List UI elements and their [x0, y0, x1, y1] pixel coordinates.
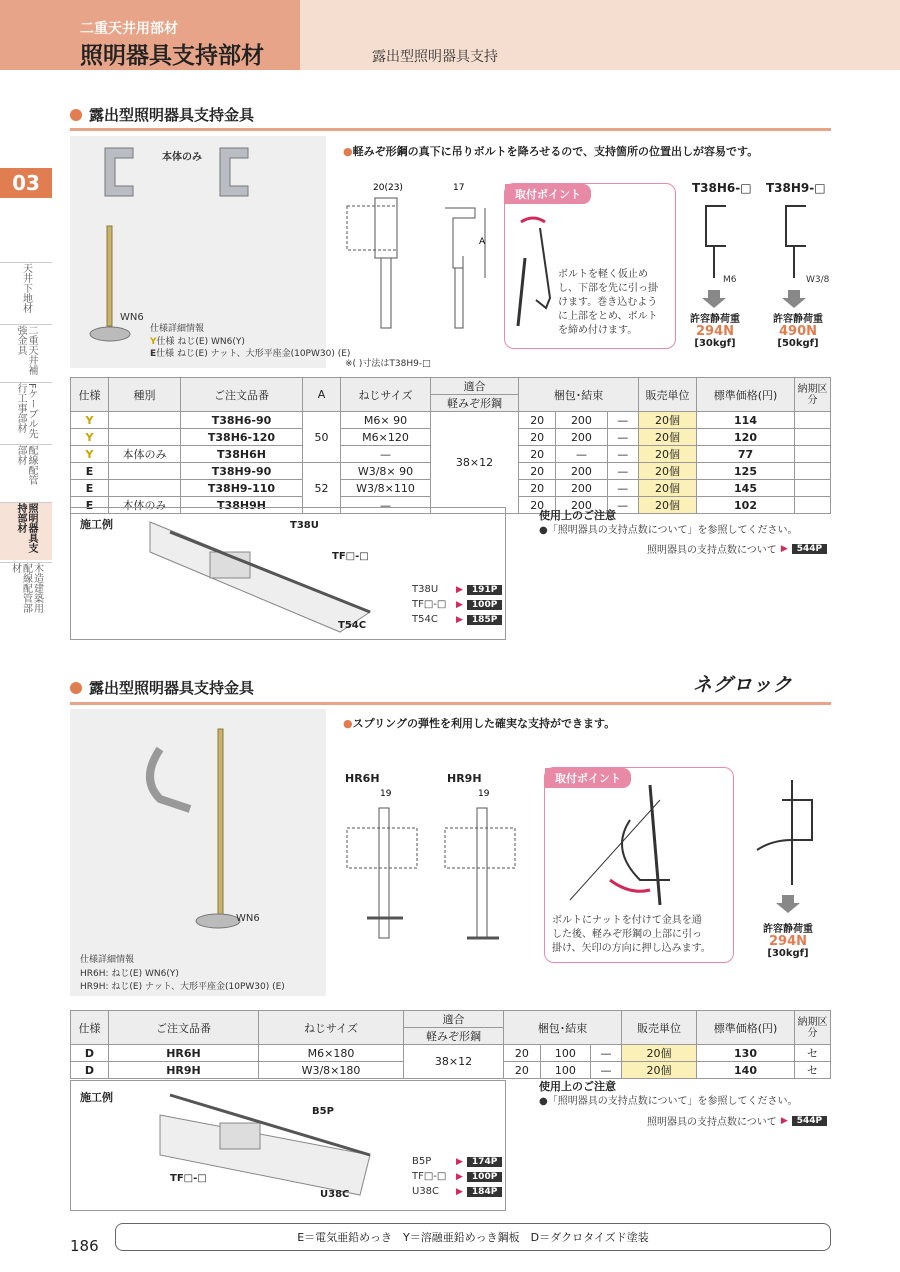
dim-label-hr9h: 19 [478, 789, 490, 799]
cell-kind: 本体のみ [109, 497, 181, 514]
cell-pack1: 20 [504, 1045, 541, 1062]
cell-thread: — [341, 497, 431, 514]
ref-page: 544P [792, 544, 827, 554]
dim-label-hr6h: 19 [380, 789, 392, 799]
ref-name: TF□-□ [412, 1171, 447, 1182]
brand-logo: ネグロック [693, 674, 793, 696]
load-label: 許容静荷重 [690, 314, 740, 325]
label-tf: TF□-□ [332, 551, 369, 562]
body-only-label: 本体のみ [162, 152, 202, 163]
cell-lead: セ [795, 1045, 831, 1062]
point-text-1 [558, 268, 658, 338]
th-fit: 適合 [404, 1011, 504, 1028]
cell-price: 102 [697, 497, 795, 514]
bullet-dot-icon [70, 109, 82, 121]
cell-price: 77 [697, 446, 795, 463]
caution-text-2: ●「照明器具の支持点数について」を参照してください。 [539, 1096, 798, 1107]
arrow-right-icon: ▶ [456, 614, 463, 625]
cell-price: 120 [697, 429, 795, 446]
ref-page: 100P [467, 600, 502, 610]
cell-kind [109, 412, 181, 429]
point-line: した後、軽みぞ形鋼の上部に引っ [552, 929, 702, 940]
page-subtitle: 露出型照明器具支持 [372, 49, 498, 65]
cell-spec: Y [71, 429, 109, 446]
section2-title [70, 677, 254, 698]
th-thread: ねじサイズ [341, 378, 431, 412]
ref-page: 191P [467, 585, 502, 595]
page-title: 照明器具支持部材 [80, 43, 264, 69]
cell-unit: 20個 [639, 463, 697, 480]
caution-title-1: 使用上のご注意 [539, 509, 616, 522]
th-fit-sub: 軽みぞ形鋼 [431, 395, 519, 412]
th-pack: 梱包･結束 [504, 1011, 622, 1045]
model-hr9h: HR9H [447, 772, 482, 785]
dim-label-depth: 17 [453, 183, 465, 193]
th-a: A [303, 378, 341, 412]
spec-hr6h: HR6H: ねじ(E) WN6(Y) [80, 969, 179, 979]
cell-price: 140 [697, 1062, 795, 1079]
cell-spec: Y [71, 412, 109, 429]
th-price: 標準価格(円) [697, 378, 795, 412]
wn6-label-2: WN6 [236, 913, 260, 924]
arrow-right-icon: ▶ [780, 543, 788, 554]
spec-hr9h: HR9H: ねじ(E) ナット、大形平座金(10PW30) (E) [80, 982, 285, 992]
cell-spec: Y [71, 446, 109, 463]
load-hr [758, 924, 818, 960]
point-line: し、下部を先に引っ掛 [558, 283, 658, 294]
th-spec: 仕様 [71, 378, 109, 412]
side-nav-item-ceiling[interactable] [0, 262, 52, 322]
cell-spec: E [71, 497, 109, 514]
section1-feature: ● 軽みぞ形鋼の真下に吊りボルトを降ろせるので、支持箇所の位置出しが容易です。 [343, 143, 758, 159]
side-nav-label: Fケーブル先行工事部材 [15, 383, 37, 439]
th-lead: 納期区分 [795, 378, 831, 412]
cell-code: HR9H [109, 1062, 259, 1079]
page-number: 186 [70, 1237, 99, 1255]
cell-unit: 20個 [639, 412, 697, 429]
model-hook-drawings [696, 198, 836, 308]
spec-e-text: 仕様 ねじ(E) ナット、大形平座金(10PW30) (E) [156, 349, 351, 359]
ref-page: 544P [792, 1116, 827, 1126]
section1-title-text: 露出型照明器具支持金具 [89, 106, 255, 124]
cell-pack3: — [591, 1062, 622, 1079]
side-nav-label: 二重天井補強金具 [15, 325, 37, 375]
cell-a: 52 [303, 463, 341, 514]
ref-page: 174P [467, 1157, 502, 1167]
arrow-right-icon: ▶ [456, 1156, 463, 1167]
label-b5p: B5P [312, 1106, 334, 1117]
ref-link-t54c[interactable] [412, 614, 502, 625]
ref-link-tf-2[interactable] [412, 1171, 502, 1182]
cell-price: 114 [697, 412, 795, 429]
cell-spec: D [71, 1062, 109, 1079]
arrow-right-icon: ▶ [780, 1115, 788, 1126]
arrow-right-icon: ▶ [456, 1171, 463, 1182]
cell-kind [109, 463, 181, 480]
cell-pack2: 200 [556, 412, 607, 429]
cell-a: 50 [303, 412, 341, 463]
cell-thread: — [341, 446, 431, 463]
legend-footer: E＝電気亜鉛めっき Y＝溶融亜鉛めっき鋼板 D＝ダクロタイズド塗装 [115, 1223, 831, 1251]
point-line: に上部をとめ、ボルト [558, 311, 658, 322]
model-t38h6: T38H6-□ [692, 181, 752, 195]
ref-link-tf[interactable] [412, 599, 502, 610]
side-nav-item-wiring[interactable] [0, 444, 52, 500]
th-fit-sub: 軽みぞ形鋼 [404, 1028, 504, 1045]
cell-pack3: — [607, 497, 638, 514]
cell-pack3: — [607, 429, 638, 446]
cell-code: T38H9-110 [181, 480, 303, 497]
cell-lead: セ [795, 1062, 831, 1079]
cell-pack3: — [607, 446, 638, 463]
spec-table-2 [70, 1010, 831, 1079]
cell-code: HR6H [109, 1045, 259, 1062]
th-unit: 販売単位 [622, 1011, 697, 1045]
load-kgf: [30kgf] [767, 948, 809, 959]
cell-pack2: — [556, 446, 607, 463]
spec-y-mark: Y [150, 337, 157, 347]
cell-pack3: — [607, 480, 638, 497]
load-value: 294N [768, 934, 808, 949]
cell-pack1: 20 [519, 463, 556, 480]
hr-mounted-drawing [752, 775, 832, 920]
model-t38h9: T38H9-□ [766, 181, 826, 195]
caution-ref-2[interactable] [647, 1113, 827, 1128]
th-price: 標準価格(円) [697, 1011, 795, 1045]
arrow-right-icon: ▶ [456, 584, 463, 595]
spec-title-2: 仕様詳細情報 [80, 955, 135, 965]
cell-thread: M6×180 [259, 1045, 404, 1062]
cell-unit: 20個 [639, 429, 697, 446]
point-title-1: 取付ポイント [505, 184, 591, 204]
cell-lead [795, 429, 831, 446]
arrow-right-icon: ▶ [456, 599, 463, 610]
cell-pack3: — [591, 1045, 622, 1062]
wn6-label: WN6 [120, 312, 144, 323]
cell-pack2: 200 [556, 429, 607, 446]
thread-w38: W3/8 [806, 275, 830, 285]
ref-name: TF□-□ [412, 599, 447, 610]
load-t38h6 [685, 314, 745, 350]
dimension-drawing [345, 178, 495, 338]
category-label: 二重天井用部材 [80, 21, 178, 37]
cell-pack1: 20 [519, 497, 556, 514]
spec-title: 仕様詳細情報 [150, 324, 205, 334]
side-nav-label: 照明器具支持部材 [15, 503, 37, 553]
dim-label-width: 20(23) [373, 183, 403, 193]
th-spec: 仕様 [71, 1011, 109, 1045]
load-kgf: [50kgf] [777, 338, 819, 349]
cell-fit: 38×12 [404, 1045, 504, 1079]
example-title-2: 施工例 [80, 1091, 113, 1104]
hr-dimension-drawing [345, 788, 525, 958]
cell-code: T38H6H [181, 446, 303, 463]
point-illustration-2 [570, 780, 720, 910]
th-unit: 販売単位 [639, 378, 697, 412]
spec-e-mark: E [150, 349, 157, 359]
load-value: 294N [695, 324, 735, 339]
cell-spec: E [71, 463, 109, 480]
cell-pack1: 20 [519, 412, 556, 429]
example-title-1: 施工例 [80, 518, 113, 531]
cell-thread: W3/8×110 [341, 480, 431, 497]
th-fit: 適合 [431, 378, 519, 395]
label-u38c: U38C [320, 1189, 350, 1200]
point-line: を締め付けます。 [558, 325, 638, 336]
cell-thread: M6× 90 [341, 412, 431, 429]
cell-pack1: 20 [519, 429, 556, 446]
section1-rule [70, 128, 831, 131]
cell-fit: 38×12 [431, 412, 519, 514]
ref-name: T54C [412, 614, 438, 625]
side-nav-item-fcable[interactable] [0, 382, 52, 442]
thread-m6: M6 [723, 275, 737, 285]
side-nav-item-lighting[interactable] [0, 502, 52, 560]
caution-title-2: 使用上のご注意 [539, 1080, 616, 1093]
cell-code: T38H9-90 [181, 463, 303, 480]
dim-label-a: A [479, 237, 486, 247]
caution-ref-1[interactable] [647, 541, 827, 556]
cell-thread: W3/8× 90 [341, 463, 431, 480]
cell-price: 130 [697, 1045, 795, 1062]
example-refs-1 [412, 584, 502, 625]
ref-name: 照明器具の支持点数について [647, 545, 777, 556]
load-label: 許容静荷重 [763, 924, 813, 935]
side-nav-item-wooden[interactable] [0, 562, 52, 620]
label-tf-2: TF□-□ [170, 1173, 207, 1184]
caution-text-1: ●「照明器具の支持点数について」を参照してください。 [539, 525, 798, 536]
cell-code: T38H6-120 [181, 429, 303, 446]
cell-thread: W3/8×180 [259, 1062, 404, 1079]
ref-name: 照明器具の支持点数について [647, 1117, 777, 1128]
load-t38h9 [768, 314, 828, 350]
label-t54c: T54C [338, 620, 367, 631]
side-nav-label: 天井下地材 [20, 263, 32, 313]
ref-name: U38C [412, 1186, 440, 1197]
section2-feature: ● スプリングの弾性を利用した確実な支持ができます。 [343, 715, 615, 731]
cell-kind [109, 429, 181, 446]
cell-thread: M6×120 [341, 429, 431, 446]
table-row [71, 1045, 831, 1062]
example-refs-2 [412, 1156, 502, 1197]
hr-bracket-illustration [70, 709, 326, 929]
spec-table-1 [70, 377, 831, 514]
th-kind: 種別 [109, 378, 181, 412]
ref-page: 184P [467, 1187, 502, 1197]
th-code: ご注文品番 [109, 1011, 259, 1045]
th-pack: 梱包･結束 [519, 378, 639, 412]
cell-price: 125 [697, 463, 795, 480]
point-text-2 [552, 914, 711, 956]
cell-unit: 20個 [639, 497, 697, 514]
cell-pack2: 100 [540, 1045, 590, 1062]
section1-title [70, 104, 254, 125]
cell-unit: 20個 [622, 1045, 697, 1062]
cell-unit: 20個 [639, 446, 697, 463]
ref-page: 185P [467, 615, 502, 625]
cell-pack1: 20 [519, 480, 556, 497]
cell-pack3: — [607, 463, 638, 480]
spec-e [150, 346, 350, 359]
dim-note: ※( )寸法はT38H9-□ [345, 359, 431, 369]
load-value: 490N [778, 324, 818, 339]
chapter-tab[interactable]: 03 [0, 168, 52, 198]
ref-name: T38U [412, 584, 439, 595]
cell-pack1: 20 [504, 1062, 541, 1079]
th-lead: 納期区分 [795, 1011, 831, 1045]
ref-link-b5p[interactable] [412, 1156, 502, 1167]
cell-pack1: 20 [519, 446, 556, 463]
side-nav-item-reinforce[interactable] [0, 324, 52, 380]
cell-unit: 20個 [622, 1062, 697, 1079]
point-line: 掛け、矢印の方向に押し込みます。 [552, 943, 711, 954]
cell-pack2: 200 [556, 497, 607, 514]
cell-code: T38H9H [181, 497, 303, 514]
bullet-dot-icon [70, 682, 82, 694]
ref-page: 100P [467, 1172, 502, 1182]
cell-lead [795, 412, 831, 429]
ref-name: B5P [412, 1156, 432, 1167]
load-kgf: [30kgf] [694, 338, 736, 349]
cell-pack2: 100 [540, 1062, 590, 1079]
cell-spec: D [71, 1045, 109, 1062]
side-nav-label: 木造建築用配線配管部材 [9, 563, 43, 613]
side-nav-label: 配線配管部材 [15, 445, 37, 485]
cell-kind [109, 480, 181, 497]
label-t38u: T38U [290, 520, 319, 531]
cell-pack3: — [607, 412, 638, 429]
load-label: 許容静荷重 [773, 314, 823, 325]
th-thread: ねじサイズ [259, 1011, 404, 1045]
example-illustration-1 [140, 512, 380, 636]
cell-code: T38H6-90 [181, 412, 303, 429]
cell-unit: 20個 [639, 480, 697, 497]
model-hr6h: HR6H [345, 772, 380, 785]
ref-link-u38c[interactable] [412, 1186, 502, 1197]
cell-spec: E [71, 480, 109, 497]
point-line: ボルトを軽く仮止め [558, 269, 648, 280]
cell-pack2: 200 [556, 480, 607, 497]
point-line: けます。巻き込むよう [558, 297, 658, 308]
th-code: ご注文品番 [181, 378, 303, 412]
section2-rule [70, 702, 831, 705]
cell-lead [795, 446, 831, 463]
ref-link-t38u[interactable] [412, 584, 502, 595]
point-line: ボルトにナットを付けて金具を通 [552, 915, 702, 926]
spec-y-text: 仕様 ねじ(E) WN6(Y) [156, 337, 245, 347]
cell-kind: 本体のみ [109, 446, 181, 463]
cell-lead [795, 497, 831, 514]
cell-pack2: 200 [556, 463, 607, 480]
section2-title-text: 露出型照明器具支持金具 [89, 679, 255, 697]
point-title-2: 取付ポイント [545, 768, 631, 788]
arrow-right-icon: ▶ [456, 1186, 463, 1197]
cell-lead [795, 480, 831, 497]
cell-lead [795, 463, 831, 480]
table-row [71, 412, 831, 429]
cell-price: 145 [697, 480, 795, 497]
